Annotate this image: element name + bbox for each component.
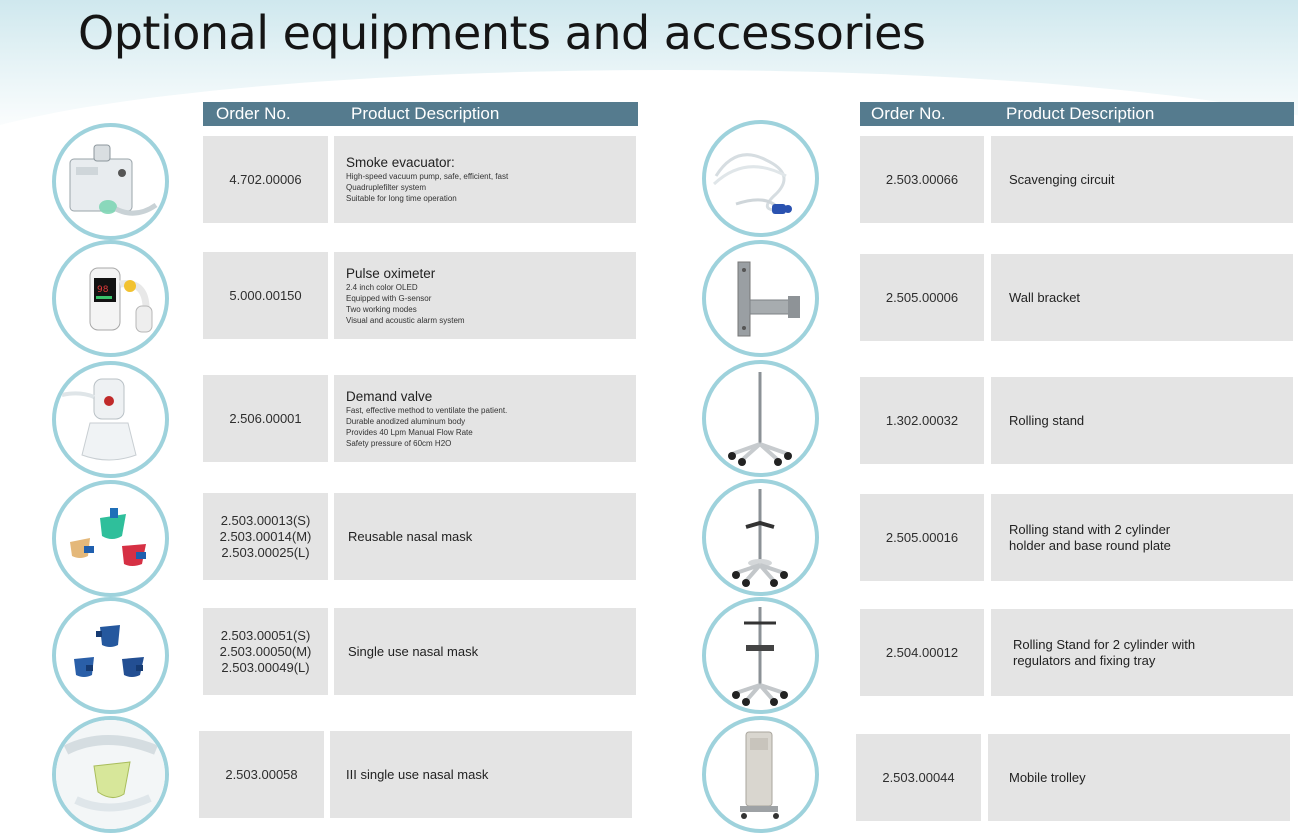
product-name: Rolling stand (1009, 412, 1085, 428)
order-number-cell (860, 254, 984, 341)
order-number: 2.504.00012 (885, 644, 959, 660)
product-feature: Suitable for long time operation (346, 194, 457, 203)
order-number: 2.503.00025(L) (221, 544, 310, 560)
order-number-cell (860, 609, 984, 696)
order-number: 2.503.00044 (882, 769, 955, 785)
product-name: Smoke evacuator: (346, 155, 455, 170)
description-cell (991, 254, 1293, 341)
product-feature: Provides 40 Lpm Manual Flow Rate (346, 427, 473, 437)
right-header-order: Order No. (871, 104, 946, 123)
product-feature: Visual and acoustic alarm system (346, 315, 465, 325)
nasal-mask-closeup-icon (52, 716, 169, 833)
order-number-cell (860, 136, 984, 223)
order-number: 2.503.00013(S) (220, 512, 311, 528)
product-feature: Equipped with G-sensor (346, 293, 432, 303)
wall-bracket-icon (702, 240, 819, 357)
left-header-description: Product Description (351, 104, 500, 123)
product-name: Scavenging circuit (1009, 171, 1115, 187)
product-feature: High-speed vacuum pump, safe, efficient, fast (346, 172, 509, 181)
product-name: Reusable nasal mask (348, 528, 473, 544)
product-name: Pulse oximeter (346, 265, 436, 281)
product-name: Rolling Stand for 2 cylinder with (1013, 636, 1196, 652)
order-number-cell (203, 608, 328, 695)
order-number: 2.503.00050(M) (219, 643, 312, 659)
svg-text:98: 98 (97, 285, 109, 295)
order-number-cell (203, 136, 328, 223)
order-number-cell (199, 731, 324, 818)
order-number-cell (860, 377, 984, 464)
order-number: 2.503.00058 (225, 766, 298, 782)
order-number-cell (203, 493, 328, 580)
description-cell (991, 136, 1293, 223)
scavenging-circuit-icon (702, 120, 819, 237)
left-header-order: Order No. (216, 104, 291, 123)
order-number-cell (203, 252, 328, 339)
left-table-header (203, 102, 638, 126)
description-cell (334, 136, 636, 223)
rolling-stand-icon (702, 360, 819, 477)
mobile-trolley-icon (702, 716, 819, 833)
order-number: 2.505.00006 (885, 289, 959, 305)
order-number: 2.503.00049(L) (221, 659, 310, 675)
order-number: 2.505.00016 (885, 529, 959, 545)
product-feature: Safety pressure of 60cm H2O (346, 438, 452, 448)
rolling-stand-tray-icon (702, 597, 819, 714)
page-title: Optional equipments and accessories (78, 6, 926, 60)
order-number: 2.506.00001 (229, 410, 302, 426)
product-name: Demand valve (346, 388, 433, 404)
product-name: Single use nasal mask (348, 643, 479, 659)
description-cell (991, 609, 1293, 696)
pulse-oximeter-icon (52, 240, 169, 357)
product-name: III single use nasal mask (346, 766, 489, 782)
product-feature: 2.4 inch color OLED (346, 282, 418, 292)
smoke-evacuator-icon (52, 123, 169, 240)
demand-valve-icon (52, 361, 169, 478)
order-number-cell (860, 494, 984, 581)
description-cell (330, 731, 632, 818)
right-table-header (860, 102, 1294, 126)
order-number: 2.503.00051(S) (220, 627, 311, 643)
reusable-nasal-mask-icon (52, 480, 169, 597)
product-feature: Quadruplefilter system (346, 183, 427, 192)
order-number-cell (856, 734, 981, 821)
order-number: 2.503.00014(M) (219, 528, 312, 544)
product-feature: Fast, effective method to ventilate the patient. (346, 405, 508, 415)
product-name: Mobile trolley (1009, 769, 1086, 785)
order-number: 2.503.00066 (885, 171, 959, 187)
description-cell (991, 494, 1293, 581)
product-name: regulators and fixing tray (1013, 652, 1156, 668)
order-number: 4.702.00006 (229, 171, 302, 187)
order-number: 5.000.00150 (229, 287, 302, 303)
order-number: 1.302.00032 (885, 412, 959, 428)
product-feature: Durable anodized aluminum body (346, 416, 466, 426)
description-cell (991, 377, 1293, 464)
rolling-stand-cylinder-holder-icon (702, 479, 819, 596)
single-use-nasal-mask-icon (52, 597, 169, 714)
right-header-description: Product Description (1006, 104, 1155, 123)
description-cell (334, 608, 636, 695)
product-name: Wall bracket (1009, 289, 1081, 305)
description-cell (334, 375, 636, 462)
product-name: Rolling stand with 2 cylinder (1009, 521, 1171, 537)
description-cell (334, 493, 636, 580)
order-number-cell (203, 375, 328, 462)
description-cell (988, 734, 1290, 821)
product-feature: Two working modes (346, 304, 417, 314)
description-cell (334, 252, 636, 339)
product-name: holder and base round plate (1009, 537, 1171, 553)
